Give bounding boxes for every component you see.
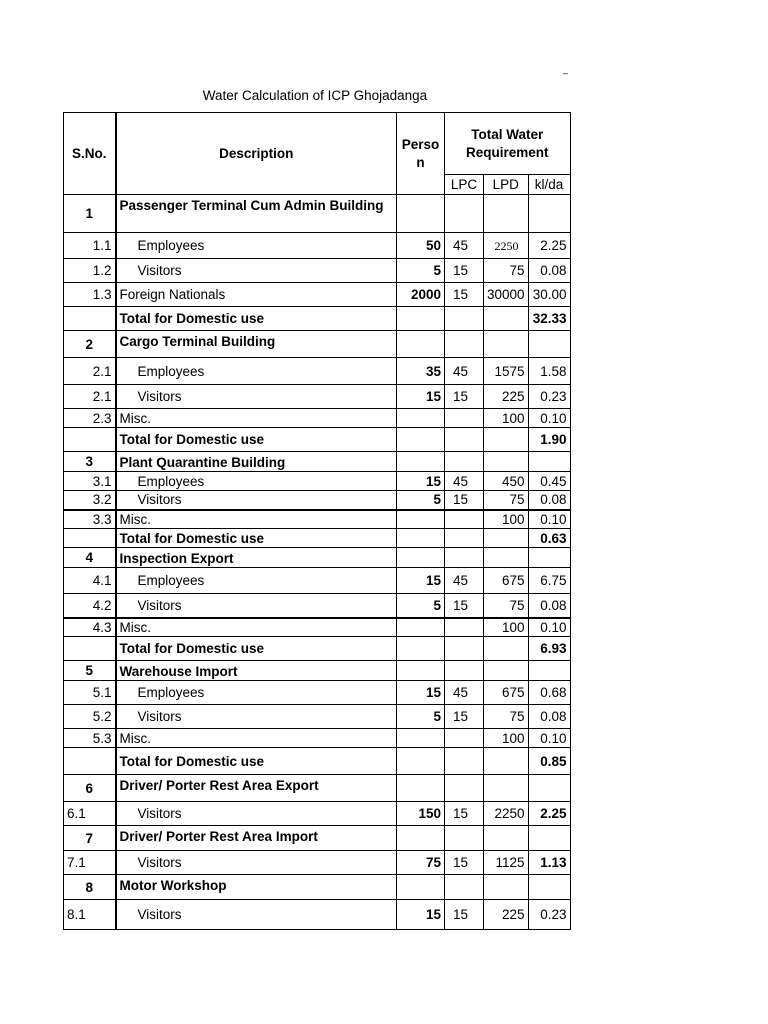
kld-cell [528,452,570,472]
person-cell: 15 [397,385,445,409]
header-sno: S.No. [64,113,116,195]
lpd-cell: 675 [484,681,529,705]
sno-cell: 5.2 [64,705,116,729]
sno-cell: 4 [64,548,116,568]
kld-cell: 0.10 [528,409,570,428]
description-cell: Misc. [116,729,397,748]
person-cell [397,529,445,548]
lpd-cell: 450 [484,472,529,491]
kld-cell: 0.08 [528,705,570,729]
description-cell: Inspection Export [116,548,397,568]
total-row [64,428,571,452]
table-row [64,409,571,428]
lpc-cell [445,307,484,331]
description-cell: Passenger Terminal Cum Admin Building [116,195,397,233]
description-cell: Driver/ Porter Rest Area Import [116,826,397,851]
table-row [64,510,571,529]
lpc-cell [445,875,484,900]
table-row [64,802,571,826]
description-cell: Warehouse Import [116,661,397,681]
lpc-cell: 15 [445,385,484,409]
lpc-cell [445,618,484,637]
lpd-cell: 100 [484,510,529,529]
sno-cell: 2 [64,331,116,358]
total-row [64,529,571,548]
water-calculation-table [63,112,571,930]
table-row [64,705,571,729]
section-row [64,331,571,358]
person-cell [397,729,445,748]
kld-cell: 0.10 [528,510,570,529]
description-cell: Visitors [116,802,397,826]
sno-cell: 4.1 [64,568,116,594]
description-cell: Visitors [116,900,397,930]
table-row [64,259,571,283]
lpc-cell [445,748,484,775]
lpc-cell [445,826,484,851]
lpc-cell: 45 [445,472,484,491]
table-row [64,594,571,618]
description-cell: Visitors [116,385,397,409]
lpd-cell: 100 [484,409,529,428]
lpc-cell [445,637,484,661]
description-cell: Visitors [116,851,397,875]
total-row [64,637,571,661]
sno-cell: 6 [64,775,116,802]
kld-cell: 2.25 [528,233,570,259]
person-cell: 5 [397,594,445,618]
person-cell [397,875,445,900]
header-total-water: Total Water Requirement [445,113,571,175]
description-cell: Cargo Terminal Building [116,331,397,358]
lpc-cell: 45 [445,568,484,594]
person-cell [397,510,445,529]
sno-cell [64,637,116,661]
sno-cell: 3.2 [64,491,116,510]
lpc-cell: 15 [445,900,484,930]
person-cell: 5 [397,491,445,510]
kld-cell [528,548,570,568]
sno-cell [64,307,116,331]
section-row [64,661,571,681]
description-cell: Misc. [116,510,397,529]
person-cell: 15 [397,900,445,930]
person-cell [397,775,445,802]
person-cell [397,826,445,851]
lpc-cell [445,529,484,548]
lpc-cell: 15 [445,802,484,826]
description-cell: Employees [116,358,397,385]
table-row [64,618,571,637]
sno-cell [64,529,116,548]
kld-cell [528,775,570,802]
table-row [64,568,571,594]
kld-cell: 6.75 [528,568,570,594]
table-body [64,195,571,930]
description-cell: Employees [116,568,397,594]
description-cell: Visitors [116,594,397,618]
lpd-cell [484,875,529,900]
lpc-cell: 45 [445,358,484,385]
lpd-cell: 100 [484,618,529,637]
lpc-cell [445,428,484,452]
person-cell [397,548,445,568]
sno-cell: 8 [64,875,116,900]
lpc-cell [445,409,484,428]
description-cell: Motor Workshop [116,875,397,900]
lpc-cell: 45 [445,233,484,259]
kld-cell: 0.10 [528,618,570,637]
person-cell [397,195,445,233]
kld-cell: 0.45 [528,472,570,491]
section-row [64,452,571,472]
table-row [64,233,571,259]
table-row [64,491,571,510]
section-row [64,826,571,851]
sno-cell: 4.2 [64,594,116,618]
description-cell: Employees [116,233,397,259]
table-row [64,851,571,875]
sno-cell: 5.1 [64,681,116,705]
table-row [64,385,571,409]
sno-cell: 3 [64,452,116,472]
person-cell: 5 [397,259,445,283]
total-row [64,307,571,331]
kld-cell: 0.08 [528,594,570,618]
person-cell [397,748,445,775]
lpd-cell: 225 [484,900,529,930]
person-cell [397,307,445,331]
sno-cell: 1.2 [64,259,116,283]
lpd-cell: 675 [484,568,529,594]
sno-cell: 3.1 [64,472,116,491]
kld-cell: 30.00 [528,283,570,307]
lpd-cell [484,452,529,472]
header-lpd: LPD [484,175,529,195]
sno-cell: 5.3 [64,729,116,748]
description-cell: Total for Domestic use [116,307,397,331]
lpd-cell [484,826,529,851]
lpd-cell [484,529,529,548]
lpc-cell [445,510,484,529]
lpc-cell: 15 [445,283,484,307]
person-cell: 50 [397,233,445,259]
kld-cell: 1.13 [528,851,570,875]
kld-cell: 2.25 [528,802,570,826]
lpc-cell: 15 [445,851,484,875]
description-cell: Misc. [116,409,397,428]
kld-cell: 0.23 [528,385,570,409]
description-cell: Total for Domestic use [116,748,397,775]
sno-cell: 6.1 [64,802,116,826]
lpd-cell [484,307,529,331]
description-cell: Visitors [116,491,397,510]
lpd-cell: 30000 [484,283,529,307]
description-cell: Misc. [116,618,397,637]
sno-cell: 5 [64,661,116,681]
person-cell: 5 [397,705,445,729]
lpd-cell [484,548,529,568]
kld-cell: 0.63 [528,529,570,548]
lpd-cell: 75 [484,491,529,510]
lpc-cell: 45 [445,681,484,705]
kld-cell: 32.33 [528,307,570,331]
person-cell [397,428,445,452]
description-cell: Total for Domestic use [116,637,397,661]
sno-cell: 1.3 [64,283,116,307]
sno-cell: 7 [64,826,116,851]
person-cell [397,452,445,472]
kld-cell: 0.08 [528,259,570,283]
section-row [64,775,571,802]
corner-mark: – [563,68,569,78]
kld-cell: 1.58 [528,358,570,385]
header-description: Description [116,113,397,195]
lpd-cell: 100 [484,729,529,748]
lpd-cell [484,331,529,358]
description-cell: Visitors [116,259,397,283]
lpd-cell: 75 [484,259,529,283]
kld-cell: 1.90 [528,428,570,452]
kld-cell [528,661,570,681]
lpc-cell [445,661,484,681]
lpc-cell [445,452,484,472]
description-cell: Employees [116,681,397,705]
sno-cell [64,748,116,775]
lpd-cell: 1125 [484,851,529,875]
lpd-cell [484,661,529,681]
lpd-value: 2250 [494,238,519,253]
sno-cell [64,428,116,452]
person-cell: 15 [397,472,445,491]
lpd-cell: 75 [484,594,529,618]
person-cell [397,331,445,358]
lpc-cell [445,331,484,358]
person-cell [397,618,445,637]
kld-cell [528,195,570,233]
table-row [64,358,571,385]
table-row [64,283,571,307]
table-row [64,681,571,705]
header-row [64,113,571,175]
lpd-cell [484,428,529,452]
sno-cell: 3.3 [64,510,116,529]
kld-cell: 0.68 [528,681,570,705]
kld-cell: 6.93 [528,637,570,661]
sno-cell: 2.1 [64,385,116,409]
section-row [64,548,571,568]
kld-cell: 0.08 [528,491,570,510]
sno-cell: 8.1 [64,900,116,930]
header-lpc: LPC [445,175,484,195]
kld-cell: 0.23 [528,900,570,930]
person-cell [397,661,445,681]
lpd-cell [484,233,529,259]
person-cell: 15 [397,568,445,594]
sno-cell: 7.1 [64,851,116,875]
description-cell: Visitors [116,705,397,729]
kld-cell [528,826,570,851]
lpc-cell: 15 [445,594,484,618]
person-cell: 35 [397,358,445,385]
kld-cell: 0.85 [528,748,570,775]
sno-cell: 2.3 [64,409,116,428]
description-cell: Driver/ Porter Rest Area Export [116,775,397,802]
header-kld: kl/da [528,175,570,195]
sno-cell: 2.1 [64,358,116,385]
lpd-cell: 1575 [484,358,529,385]
lpc-cell: 15 [445,705,484,729]
description-cell: Plant Quarantine Building [116,452,397,472]
lpd-cell [484,775,529,802]
lpd-cell [484,748,529,775]
kld-cell [528,875,570,900]
description-cell: Foreign Nationals [116,283,397,307]
table-row [64,729,571,748]
person-cell: 15 [397,681,445,705]
lpc-cell [445,729,484,748]
lpd-cell [484,195,529,233]
lpc-cell [445,548,484,568]
lpd-cell: 2250 [484,802,529,826]
person-cell [397,409,445,428]
person-cell: 75 [397,851,445,875]
lpd-cell [484,637,529,661]
lpc-cell [445,195,484,233]
section-row [64,875,571,900]
lpd-cell: 75 [484,705,529,729]
kld-cell: 0.10 [528,729,570,748]
header-person: Perso n [397,113,445,195]
table-row [64,900,571,930]
lpc-cell: 15 [445,491,484,510]
sno-cell: 1.1 [64,233,116,259]
sno-cell: 1 [64,195,116,233]
table-row [64,472,571,491]
kld-cell [528,331,570,358]
person-cell: 150 [397,802,445,826]
person-cell [397,637,445,661]
total-row [64,748,571,775]
lpd-cell: 225 [484,385,529,409]
lpc-cell: 15 [445,259,484,283]
description-cell: Total for Domestic use [116,428,397,452]
description-cell: Total for Domestic use [116,529,397,548]
lpc-cell [445,775,484,802]
person-cell: 2000 [397,283,445,307]
section-row [64,195,571,233]
description-cell: Employees [116,472,397,491]
page-title: Water Calculation of ICP Ghojadanga [202,88,428,103]
sno-cell: 4.3 [64,618,116,637]
